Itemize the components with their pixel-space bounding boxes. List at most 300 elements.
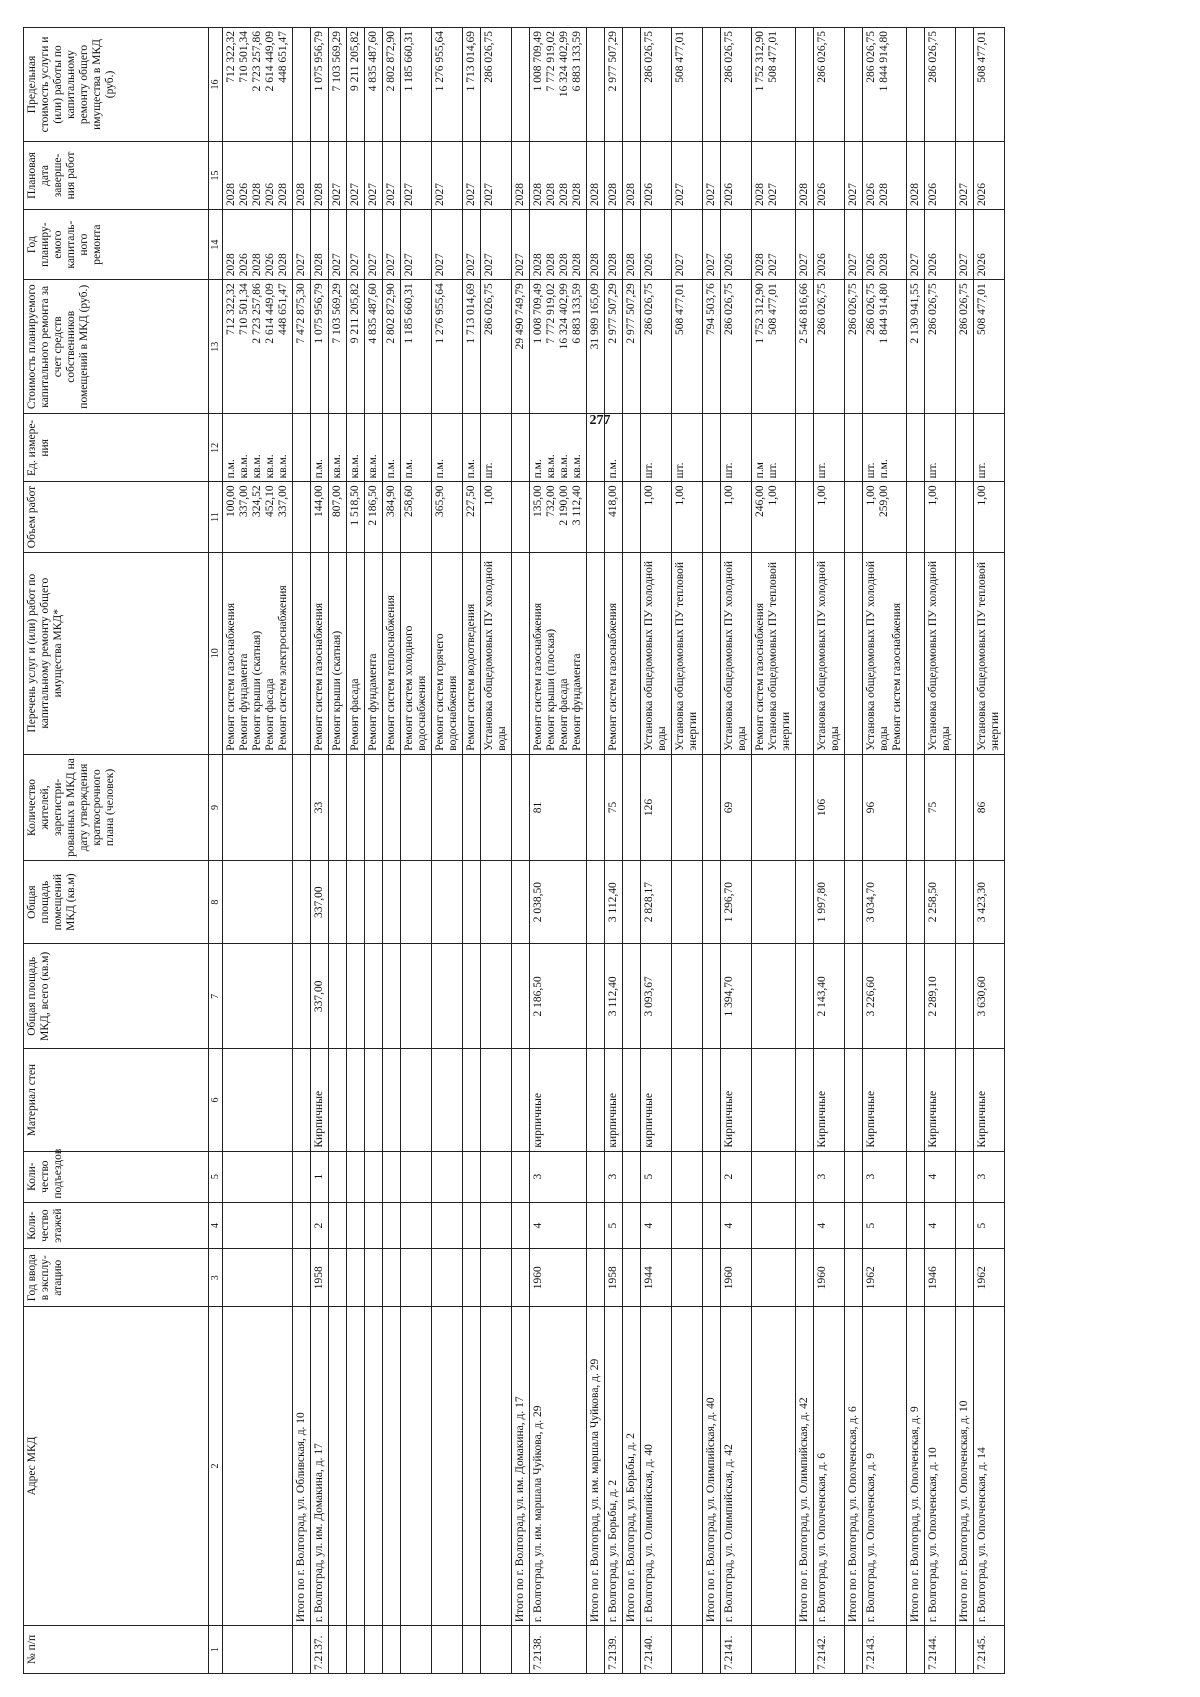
table-cell xyxy=(623,414,641,482)
table-cell xyxy=(401,944,432,1049)
table-cell xyxy=(907,1151,925,1202)
cell-line: 2027 xyxy=(434,253,446,277)
cell-line: Ремонт систем горячего водоснабжения xyxy=(434,633,459,751)
cell-line: 2 977 507,29 xyxy=(607,283,619,344)
table-cell xyxy=(223,414,293,482)
cell-line: шт. xyxy=(643,462,655,479)
table-cell: 7.2138. xyxy=(530,1626,587,1674)
cell-line: 1 185 660,31 xyxy=(403,31,415,92)
table-cell: 4 xyxy=(530,1202,587,1249)
cell-line: 1,00 xyxy=(674,485,686,506)
table-cell xyxy=(463,141,481,209)
table-cell xyxy=(956,754,974,860)
cell-line: 286 026,75 xyxy=(958,283,970,335)
table-row xyxy=(672,28,703,1674)
column-number: 12 xyxy=(209,414,223,482)
table-cell xyxy=(329,482,347,552)
page-number: 277 xyxy=(589,413,611,428)
table-cell xyxy=(401,280,432,414)
table-cell xyxy=(672,482,703,552)
table-cell xyxy=(383,414,401,482)
table-cell xyxy=(845,1151,863,1202)
cell-line: 2028 xyxy=(277,183,289,207)
table-cell: 7.2144. xyxy=(925,1626,956,1674)
cell-line: 712 322,32 xyxy=(225,31,237,83)
table-cell xyxy=(329,1306,347,1625)
table-cell xyxy=(752,552,796,754)
table-cell xyxy=(401,1626,432,1674)
table-cell xyxy=(587,210,605,280)
table-cell xyxy=(401,754,432,860)
table-cell xyxy=(845,414,863,482)
table-cell xyxy=(752,28,796,142)
cell-line: Установка общедомовых ПУ тепловой энергии xyxy=(976,561,1001,751)
table-cell xyxy=(463,1249,481,1306)
cell-line: 286 026,75 xyxy=(643,31,655,83)
cell-line: 710 501,34 xyxy=(238,31,250,83)
table-cell xyxy=(925,280,956,414)
table-cell xyxy=(311,141,329,209)
table-cell xyxy=(974,28,1005,142)
cell-line: 2026 xyxy=(643,253,655,277)
cell-line: 100,00 xyxy=(225,485,237,518)
cell-line: 2 723 257,86 xyxy=(251,31,263,92)
table-cell xyxy=(907,210,925,280)
table-cell: 3 xyxy=(605,1151,623,1202)
cell-line: 2027 xyxy=(385,183,397,207)
subtotal-row xyxy=(587,28,605,1674)
table-cell xyxy=(672,28,703,142)
table-cell xyxy=(703,414,721,482)
cell-line: 2026 xyxy=(816,183,828,207)
subtotal-row xyxy=(623,28,641,1674)
table-cell xyxy=(623,861,641,944)
table-cell xyxy=(481,482,512,552)
table-cell xyxy=(907,28,925,142)
column-number: 15 xyxy=(209,141,223,209)
table-cell xyxy=(907,1249,925,1306)
table-cell xyxy=(223,861,293,944)
table-cell xyxy=(383,552,401,754)
table-cell xyxy=(329,754,347,860)
table-cell xyxy=(956,1202,974,1249)
table-cell: Итого по г. Волгоград, ул. Олимпийская, д. 40 xyxy=(703,1306,721,1625)
table-row xyxy=(925,28,956,1674)
table-cell xyxy=(796,280,814,414)
table-cell xyxy=(796,141,814,209)
table-cell: 7.2143. xyxy=(863,1626,907,1674)
table-cell xyxy=(721,141,752,209)
table-cell xyxy=(365,482,383,552)
table-cell: Кирпичные xyxy=(721,1049,752,1151)
cell-line: 2028 xyxy=(313,183,325,207)
cell-line: 2028 xyxy=(909,183,921,207)
table-cell xyxy=(432,1202,463,1249)
table-cell: 81 xyxy=(530,754,587,860)
subtotal-row xyxy=(796,28,814,1674)
cell-line: 2027 xyxy=(465,183,477,207)
table-cell xyxy=(463,210,481,280)
table-cell xyxy=(530,141,587,209)
table-cell xyxy=(481,1202,512,1249)
cell-line: 4 835 487,60 xyxy=(367,31,379,92)
table-cell xyxy=(383,210,401,280)
cell-line: 2027 xyxy=(349,183,361,207)
table-cell xyxy=(752,1049,796,1151)
table-cell: г. Волгоград, ул. Олимпийская, д. 42 xyxy=(721,1306,752,1625)
table-cell xyxy=(293,482,311,552)
table-cell xyxy=(641,552,672,754)
table-cell: 4 xyxy=(925,1151,956,1202)
table-cell xyxy=(401,1202,432,1249)
table-cell xyxy=(907,482,925,552)
table-cell xyxy=(845,280,863,414)
cell-line: 508 477,01 xyxy=(674,31,686,83)
cell-line: 29 490 749,79 xyxy=(514,283,526,350)
cell-line: 2027 xyxy=(465,253,477,277)
table-cell xyxy=(329,141,347,209)
table-cell xyxy=(672,1306,703,1625)
table-cell xyxy=(845,754,863,860)
cell-line: 2028 xyxy=(798,183,810,207)
table-cell xyxy=(481,1249,512,1306)
table-cell: кирпичные xyxy=(530,1049,587,1151)
table-cell: г. Волгоград, ул. Олимпийская, д. 40 xyxy=(641,1306,672,1625)
cell-line: 2027 xyxy=(331,183,343,207)
table-cell xyxy=(752,861,796,944)
cell-line: 2026 xyxy=(816,253,828,277)
cell-line: Ремонт систем теплоснабжения xyxy=(385,595,397,751)
table-cell: 3 226,60 xyxy=(863,944,907,1049)
column-number: 4 xyxy=(209,1202,223,1249)
cell-line: 2 614 449,09 xyxy=(264,283,276,344)
cell-line: 2027 xyxy=(847,183,859,207)
table-cell xyxy=(845,1249,863,1306)
table-cell xyxy=(623,754,641,860)
table-cell xyxy=(703,1049,721,1151)
table-cell xyxy=(347,482,365,552)
cell-line: шт. xyxy=(767,462,779,479)
table-cell xyxy=(512,944,530,1049)
table-cell xyxy=(752,1151,796,1202)
cell-line: 7 103 569,29 xyxy=(331,31,343,92)
cell-line: 286 026,75 xyxy=(723,31,735,83)
cell-line: п.м. xyxy=(225,459,237,479)
table-cell xyxy=(752,210,796,280)
cell-line: 2027 xyxy=(705,183,717,207)
table-cell: г. Волгоград, ул. Борьбы, д. 2 xyxy=(605,1306,623,1625)
table-cell: 7.2141. xyxy=(721,1626,752,1674)
table-cell xyxy=(329,1049,347,1151)
table-cell xyxy=(672,1049,703,1151)
table-row xyxy=(814,28,845,1674)
table-cell xyxy=(293,28,311,142)
cell-line: 2027 xyxy=(767,253,779,277)
cell-line: 2027 xyxy=(705,253,717,277)
table-cell xyxy=(845,1626,863,1674)
table-cell xyxy=(512,861,530,944)
column-number: 1 xyxy=(209,1626,223,1674)
cell-line: 448 651,47 xyxy=(277,31,289,83)
table-cell: 1946 xyxy=(925,1249,956,1306)
table-cell xyxy=(293,861,311,944)
table-cell: 4 xyxy=(641,1202,672,1249)
table-cell: г. Волгоград, ул. им. маршала Чуйкова, д. 29 xyxy=(530,1306,587,1625)
table-cell xyxy=(365,1249,383,1306)
table-cell xyxy=(752,944,796,1049)
cell-line: кв.м. xyxy=(367,454,379,479)
table-cell xyxy=(530,414,587,482)
table-cell xyxy=(974,414,1005,482)
table-row xyxy=(863,28,907,1674)
table-cell xyxy=(347,141,365,209)
table-cell xyxy=(530,210,587,280)
cell-line: 2026 xyxy=(865,253,877,277)
table-cell xyxy=(703,1626,721,1674)
table-cell xyxy=(623,280,641,414)
cell-line: 9 211 205,82 xyxy=(349,31,361,91)
cell-line: 1 185 660,31 xyxy=(403,283,415,344)
cell-line: 807,00 xyxy=(331,485,343,518)
cell-line: 7 772 919,02 xyxy=(545,283,557,344)
table-cell xyxy=(463,1202,481,1249)
table-cell xyxy=(347,861,365,944)
column-header: Год планиру-емого капиталь-ного ремонта xyxy=(24,210,209,280)
table-cell xyxy=(703,482,721,552)
table-cell xyxy=(481,28,512,142)
table-cell: 75 xyxy=(925,754,956,860)
table-cell xyxy=(703,552,721,754)
table-cell xyxy=(974,210,1005,280)
cell-line: 286 026,75 xyxy=(927,31,939,83)
cell-line: 2028 xyxy=(558,253,570,277)
table-cell: Кирпичные xyxy=(311,1049,329,1151)
table-cell xyxy=(481,1306,512,1625)
table-cell xyxy=(845,141,863,209)
table-row xyxy=(752,28,796,1674)
table-cell xyxy=(293,414,311,482)
table-cell xyxy=(974,141,1005,209)
table-cell xyxy=(512,552,530,754)
column-number: 6 xyxy=(209,1049,223,1151)
table-cell xyxy=(587,1049,605,1151)
table-cell xyxy=(223,754,293,860)
table-cell: 3 xyxy=(530,1151,587,1202)
table-cell xyxy=(623,1626,641,1674)
table-cell xyxy=(481,944,512,1049)
table-cell xyxy=(925,210,956,280)
table-cell xyxy=(925,482,956,552)
column-header: Адрес МКД xyxy=(24,1306,209,1625)
cell-line: 732,00 xyxy=(545,485,557,518)
cell-line: кв.м. xyxy=(571,454,583,479)
table-row xyxy=(432,28,463,1674)
table-cell xyxy=(383,861,401,944)
table-cell: 5 xyxy=(641,1151,672,1202)
table-cell xyxy=(703,141,721,209)
table-cell xyxy=(512,280,530,414)
table-cell xyxy=(672,280,703,414)
cell-line: Ремонт фундамента xyxy=(367,653,379,751)
table-cell: 1960 xyxy=(721,1249,752,1306)
table-cell xyxy=(223,1249,293,1306)
table-cell xyxy=(796,414,814,482)
table-cell xyxy=(401,141,432,209)
table-cell xyxy=(223,1202,293,1249)
table-cell xyxy=(721,552,752,754)
table-cell: 86 xyxy=(974,754,1005,860)
table-cell xyxy=(293,1151,311,1202)
table-cell xyxy=(623,482,641,552)
table-cell xyxy=(481,1151,512,1202)
column-number: 8 xyxy=(209,861,223,944)
cell-line: 2028 xyxy=(313,253,325,277)
table-cell xyxy=(432,1306,463,1625)
cell-line: 1 713 014,69 xyxy=(465,283,477,344)
cell-line: 337,00 xyxy=(277,485,289,518)
table-row xyxy=(329,28,347,1674)
table-cell xyxy=(956,141,974,209)
table-cell: 4 xyxy=(925,1202,956,1249)
table-cell xyxy=(796,552,814,754)
cell-line: 2026 xyxy=(264,253,276,277)
cell-line: 2027 xyxy=(909,253,921,277)
table-cell xyxy=(432,552,463,754)
cell-line: 710 501,34 xyxy=(238,283,250,335)
cell-line: шт. xyxy=(674,462,686,479)
table-cell: 3 112,40 xyxy=(605,944,623,1049)
table-cell xyxy=(907,280,925,414)
table-cell xyxy=(481,141,512,209)
table-cell xyxy=(347,552,365,754)
table-cell: 3 034,70 xyxy=(863,861,907,944)
table-cell xyxy=(752,754,796,860)
table-cell xyxy=(796,1151,814,1202)
table-cell xyxy=(347,280,365,414)
table-cell xyxy=(293,1249,311,1306)
cell-line: 1 075 956,79 xyxy=(313,283,325,344)
cell-line: 508 477,01 xyxy=(674,283,686,335)
cell-line: 2028 xyxy=(251,253,263,277)
table-cell xyxy=(925,552,956,754)
cell-line: 448 651,47 xyxy=(277,283,289,335)
table-cell xyxy=(721,482,752,552)
table-cell: 1944 xyxy=(641,1249,672,1306)
table-cell xyxy=(463,280,481,414)
table-cell xyxy=(641,482,672,552)
table-cell xyxy=(512,482,530,552)
table-cell xyxy=(401,1049,432,1151)
table-cell xyxy=(329,1151,347,1202)
cell-line: п.м. xyxy=(532,459,544,479)
table-cell: 69 xyxy=(721,754,752,860)
table-cell xyxy=(512,414,530,482)
table-cell xyxy=(311,482,329,552)
cell-line: Ремонт фундамента xyxy=(238,653,250,751)
table-cell xyxy=(752,482,796,552)
table-cell xyxy=(401,1249,432,1306)
table-cell xyxy=(463,552,481,754)
cell-line: Установка общедомовых ПУ тепловой энергии xyxy=(674,561,699,751)
table-cell xyxy=(623,1151,641,1202)
column-number: 10 xyxy=(209,552,223,754)
cell-line: 4 835 487,60 xyxy=(367,283,379,344)
table-cell xyxy=(752,141,796,209)
cell-line: 2027 xyxy=(434,183,446,207)
cell-line: 2028 xyxy=(607,183,619,207)
table-cell xyxy=(672,141,703,209)
table-cell: г. Волгоград, ул. Ополченская, д. 9 xyxy=(863,1306,907,1625)
cell-line: 16 324 402,99 xyxy=(558,31,570,98)
cell-line: шт. xyxy=(927,462,939,479)
table-cell: 1958 xyxy=(311,1249,329,1306)
table-cell xyxy=(752,1306,796,1625)
cell-line: Ремонт систем газоснабжения xyxy=(532,602,544,751)
cell-line: Установка общедомовых ПУ холодной воды xyxy=(927,561,952,751)
column-header: № п/п xyxy=(24,1626,209,1674)
table-cell xyxy=(956,280,974,414)
column-header: Коли-чество этажей xyxy=(24,1202,209,1249)
table-cell xyxy=(672,414,703,482)
table-cell xyxy=(383,280,401,414)
cell-line: 1,00 xyxy=(767,485,779,506)
table-cell xyxy=(347,1249,365,1306)
cell-line: 286 026,75 xyxy=(865,31,877,83)
table-cell xyxy=(530,552,587,754)
table-cell xyxy=(721,28,752,142)
table-cell: 2 xyxy=(721,1151,752,1202)
table-cell: 2 143,40 xyxy=(814,944,845,1049)
cell-line: 1 518,50 xyxy=(349,485,361,526)
table-cell xyxy=(796,210,814,280)
cell-line: 2027 xyxy=(514,253,526,277)
table-cell xyxy=(672,210,703,280)
column-header: Плановая дата заверше-ния работ xyxy=(24,141,209,209)
table-cell xyxy=(512,754,530,860)
table-cell xyxy=(605,28,623,142)
table-cell xyxy=(329,1202,347,1249)
cell-line: 2028 xyxy=(625,253,637,277)
cell-line: 2028 xyxy=(571,253,583,277)
cell-line: 286 026,75 xyxy=(816,31,828,83)
table-cell xyxy=(481,754,512,860)
table-cell xyxy=(863,280,907,414)
table-cell xyxy=(293,141,311,209)
cell-line: п.м xyxy=(754,462,766,479)
table-cell xyxy=(956,1626,974,1674)
table-row xyxy=(605,28,623,1674)
cell-line: 2028 xyxy=(295,183,307,207)
table-row xyxy=(347,28,365,1674)
cell-line: кв.м. xyxy=(331,454,343,479)
table-cell xyxy=(383,1202,401,1249)
table-cell: 4 xyxy=(721,1202,752,1249)
table-cell xyxy=(223,552,293,754)
cell-line: 324,52 xyxy=(251,485,263,518)
table-cell xyxy=(974,482,1005,552)
cell-line: Ремонт фундамента xyxy=(571,653,583,751)
table-cell xyxy=(721,414,752,482)
table-cell xyxy=(925,28,956,142)
table-cell: 1 xyxy=(311,1151,329,1202)
table-cell xyxy=(223,1306,293,1625)
cell-line: 1 752 312,90 xyxy=(754,31,766,92)
table-cell xyxy=(907,1202,925,1249)
cell-line: 1 276 955,64 xyxy=(434,283,446,344)
cell-line: 2028 xyxy=(225,183,237,207)
cell-line: 508 477,01 xyxy=(767,283,779,335)
table-cell xyxy=(796,482,814,552)
